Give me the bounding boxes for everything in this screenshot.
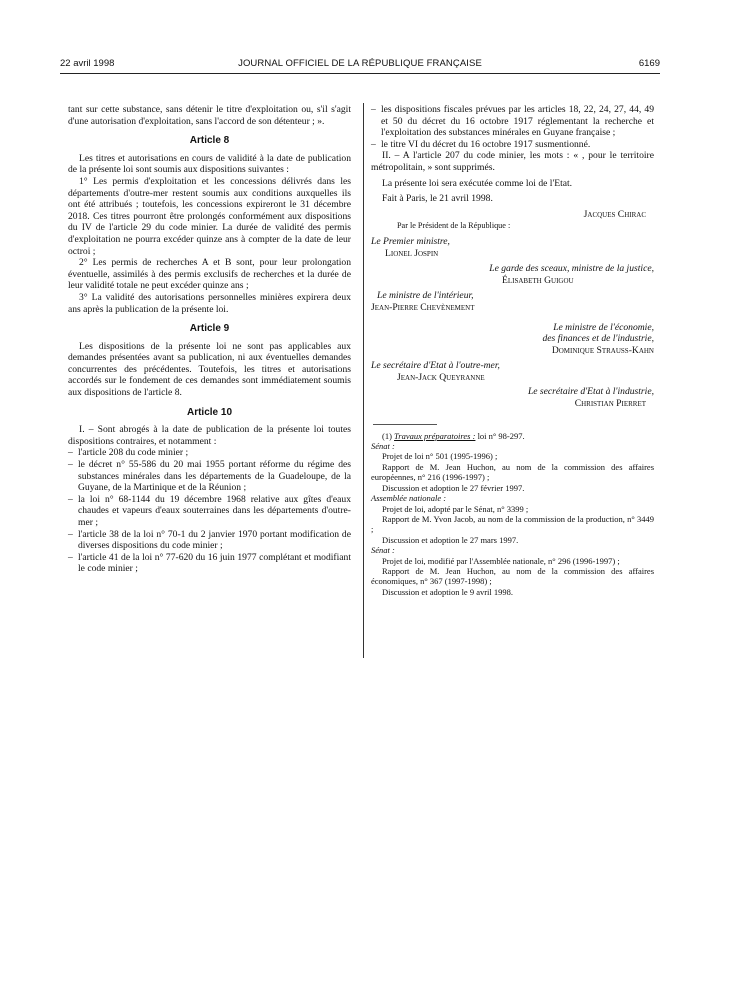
par-le-president: Par le Président de la République : [397,221,511,231]
signature-justice-title: Le garde des sceaux, ministre de la justice, [489,263,654,275]
article-9-p1: Les dispositions de la présente loi ne sont pas applicables aux demandes présentées avant sa publication, ni aux éventuelles demandes concurrentes des précédentes. Toutefois, les titres et autorisations accordés sur le fondement de ces demandes sont immédiatement soumis aux dispositions de l'article 8. [68,340,351,399]
signature-interieur-title: Le ministre de l'intérieur, [377,290,474,302]
footnote-line: Projet de loi, modifié par l'Assemblée nationale, n° 296 (1996-1997) ; [382,555,620,566]
footnote-senat2-heading: Sénat : [371,545,395,556]
article-8-p3: 2° Les permis de recherches A et B sont, pour leur prolongation éventuelle, assimilés à des permis exclusifs de recherches et la durée de leur validité totale ne peut excéder quinze ans ; [68,257,351,292]
list-item: – le décret n° 55-586 du 20 mai 1955 portant réforme du régime des substances minérales dans les départements de la Guadeloupe, de la Guyane, de la Martinique et de la Réunion ; [68,459,351,494]
footnote-rule [373,424,437,425]
header-date: 22 avril 1998 [60,58,115,69]
list-item: – la loi n° 68-1144 du 19 décembre 1968 relative aux gîtes d'eaux chaudes et vapeurs d'eaux souterraines dans les départements d'outre-mer ; [68,493,351,528]
article-10-p1: I. – Sont abrogés à la date de publication de la présente loi toutes dispositions contraires, et notamment : [68,424,351,447]
signature-eco-name: Dominique Strauss-Kahn [551,344,654,356]
page-header [60,58,660,72]
footnote-line: Discussion et adoption le 27 février 1997. [382,482,525,493]
article-9-heading: Article 9 [189,323,230,335]
left-column [68,104,351,575]
list-item: – l'article 38 de la loi n° 70-1 du 2 janvier 1970 portant modification de diverses dispositions du code minier ; [68,528,351,552]
journal-title: JOURNAL OFFICIEL DE LA RÉPUBLIQUE FRANÇAISE [238,58,482,69]
signature-eco-title-2: des finances et de l'industrie, [542,333,654,345]
footnote-ref: (1) Travaux préparatoires : loi n° 98-297. [382,430,525,441]
signature-pm-name: Lionel Jospin [385,247,439,259]
footnote-an-heading: Assemblée nationale : [371,493,447,504]
signing-date: Fait à Paris, le 21 avril 1998. [382,193,493,205]
footnote-line: Rapport de M. Yvon Jacob, au nom de la commission de la production, n° 3449 ; [371,513,654,535]
list-item: – l'article 208 du code minier ; [68,447,189,459]
list-item: – le titre VI du décret du 16 octobre 1917 susmentionné. [371,138,591,150]
signature-ind-name: Christian Pierret [574,398,646,410]
article-8-heading: Article 8 [189,135,230,147]
signature-pm-title: Le Premier ministre, [371,235,450,247]
signature-interieur-name: Jean-Pierre Chevènement [371,301,475,313]
footnote-senat-heading: Sénat : [371,441,395,452]
signature-eco-title-1: Le ministre de l'économie, [553,321,654,333]
footnote-line: Rapport de M. Jean Huchon, au nom de la commission des affaires européennes, n° 216 (1996-1997) ; [371,461,654,483]
header-rule [60,73,660,74]
footnotes [371,431,654,598]
column-divider [363,103,364,658]
intro-paragraph: tant sur cette substance, sans détenir le titre d'exploitation ou, s'il s'agit d'une autorisation d'exploitation, sans l'accord de son détenteur ; ». [68,104,351,127]
article-8-p1: Les titres et autorisations en cours de validité à la date de publication de la présente loi sont soumis aux dispositions suivantes : [68,152,351,176]
page-number: 6169 [638,58,660,69]
signature-president: Jacques Chirac [583,208,646,220]
footnote-line: Rapport de M. Jean Huchon, au nom de la commission des affaires économiques, n° 367 (1997-1998) ; [371,565,654,587]
signature-justice-name: Élisabeth Guigou [502,274,574,286]
signature-om-name: Jean-Jack Queyranne [397,371,485,383]
list-item: – l'article 41 de la loi n° 77-620 du 16 juin 1977 complétant et modifiant le code minier ; [68,551,351,575]
footnote-line: Discussion et adoption le 9 avril 1998. [382,586,514,597]
right-column [371,104,654,597]
paragraph-ii: II. – A l'article 207 du code minier, les mots : « , pour le territoire métropolitain, » sont supprimés. [371,150,654,173]
footnote-line: Projet de loi, adopté par le Sénat, n° 3399 ; [382,503,529,514]
article-8-p4: 3° La validité des autorisations personnelles minières expirera deux ans après la publication de la présente loi. [68,291,351,315]
footnote-line: Projet de loi n° 501 (1995-1996) ; [382,451,498,462]
article-10-heading: Article 10 [186,406,233,418]
signature-om-title: Le secrétaire d'Etat à l'outre-mer, [371,360,500,372]
article-8-p2: 1° Les permis d'exploitation et les concessions délivrés dans les départements d'outre-mer restent soumis aux conditions auxquelles ils ont été attribués ; toutefois, les concessions expireront le 31 décembre 2018. Ces titres pourront être prolongés conformément aux dispositions du IV de l'article 29 du code minier. La durée de validité des permis d'exploitation ne pourra excéder quinze ans à compter de la date de leur octroi ; [68,175,351,257]
signature-ind-title: Le secrétaire d'Etat à l'industrie, [527,386,654,398]
list-item: – les dispositions fiscales prévues par les articles 18, 22, 24, 27, 44, 49 et 50 du décret du 16 octobre 1917 réglementant la recherche et l'exploitation des substances minérales en Guyane française ; [371,104,654,139]
execution-clause: La présente loi sera exécutée comme loi de l'Etat. [382,177,573,189]
footnote-line: Discussion et adoption le 27 mars 1997. [382,534,519,545]
